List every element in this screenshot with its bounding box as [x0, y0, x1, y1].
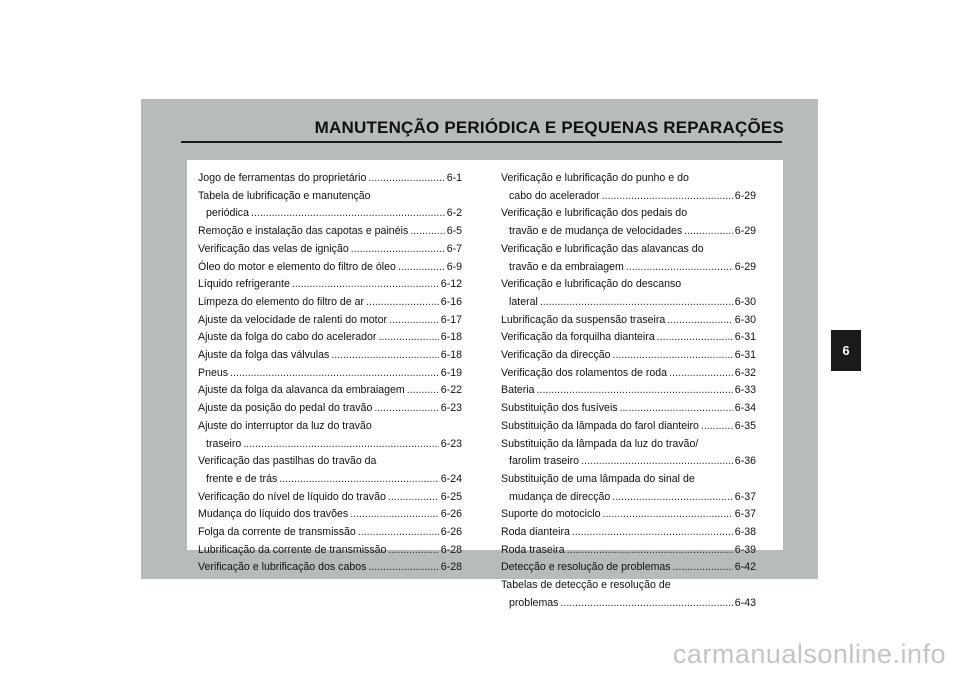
- toc-entry-title: Substituição de uma lâmpada do sinal de: [501, 472, 695, 485]
- toc-entry[interactable]: [501, 241, 756, 276]
- toc-entry[interactable]: [501, 524, 756, 542]
- watermark: carmanualsonline.info: [672, 639, 946, 669]
- toc-entry-title: Substituição dos fusíveis: [501, 402, 618, 415]
- toc-page-number: 6-17: [440, 313, 462, 326]
- dot-leader: [388, 489, 439, 507]
- toc-page-number: 6-16: [440, 295, 462, 308]
- dot-leader: [602, 188, 733, 206]
- toc-entry-title: lateral: [509, 295, 538, 308]
- dot-leader: [667, 312, 732, 330]
- toc-page-number: 6-24: [440, 472, 462, 485]
- toc-entry[interactable]: [198, 170, 462, 188]
- dot-leader: [613, 347, 733, 365]
- toc-page-number: 6-22: [440, 384, 462, 397]
- chapter-tab[interactable]: 6: [831, 330, 861, 371]
- toc-entry-title: Ajuste do interruptor da luz do travão: [198, 419, 372, 432]
- toc-entry-title: Verificação da direcção: [501, 349, 611, 362]
- toc-page-number: 6-31: [734, 349, 756, 362]
- dot-leader: [410, 223, 444, 241]
- toc-entry[interactable]: [198, 223, 462, 241]
- toc-entry-title: Óleo do motor e elemento do filtro de óleo: [198, 260, 396, 273]
- toc-entry-title: mudança de direcção: [509, 490, 611, 503]
- toc-page-number: 6-33: [734, 384, 756, 397]
- toc-entry-title: Mudança do líquido dos travões: [198, 508, 349, 521]
- toc-page-number: 6-2: [446, 207, 462, 220]
- dot-leader: [673, 559, 733, 577]
- toc-entry-title: frente e de trás: [206, 472, 278, 485]
- toc-page-number: 6-36: [734, 455, 756, 468]
- toc-page-number: 6-18: [440, 331, 462, 344]
- toc-entry[interactable]: [198, 241, 462, 259]
- dot-leader: [388, 542, 438, 560]
- toc-entry-title: Detecção e resolução de problemas: [501, 561, 671, 574]
- toc-page-number: 6-26: [440, 508, 462, 521]
- toc-entry-title: Verificação e lubrificação do descanso: [501, 278, 682, 291]
- toc-entry[interactable]: [501, 329, 756, 347]
- toc-page-number: 6-34: [734, 402, 756, 415]
- toc-page-number: 6-18: [440, 349, 462, 362]
- toc-page-number: 6-29: [734, 189, 756, 202]
- dot-leader: [657, 329, 733, 347]
- toc-entry-title: Verificação das velas de ignição: [198, 242, 349, 255]
- toc-entry-title: Folga da corrente de transmissão: [198, 526, 356, 539]
- dot-leader: [378, 329, 438, 347]
- toc-page-number: 6-30: [734, 295, 756, 308]
- dot-leader: [389, 312, 439, 330]
- toc-entry[interactable]: [198, 489, 462, 507]
- toc-entry[interactable]: [501, 436, 756, 471]
- toc-entry-title: Lubrificação da suspensão traseira: [501, 313, 666, 326]
- toc-entry[interactable]: [501, 312, 756, 330]
- toc-entry[interactable]: [501, 418, 756, 436]
- dot-leader: [572, 524, 733, 542]
- toc-page-number: 6-35: [734, 419, 756, 432]
- toc-entry[interactable]: [198, 382, 462, 400]
- toc-entry-title: Verificação e lubrificação das alavancas do: [501, 242, 704, 255]
- dot-leader: [251, 205, 445, 223]
- dot-leader: [560, 595, 732, 613]
- toc-entry[interactable]: [198, 329, 462, 347]
- toc-entry-title: Tabela de lubrificação e manutenção: [198, 189, 371, 202]
- toc-entry-title: Ajuste da folga do cabo do acelerador: [198, 331, 377, 344]
- toc-page-number: 6-43: [734, 596, 756, 609]
- toc-entry[interactable]: [501, 577, 756, 612]
- toc-entry-title: Líquido refrigerante: [198, 278, 290, 291]
- toc-entry-title: problemas: [509, 596, 559, 609]
- toc-entry-title: Suporte do motociclo: [501, 508, 601, 521]
- toc-entry-title: periódica: [206, 207, 249, 220]
- toc-entry[interactable]: [198, 559, 462, 577]
- toc-entry[interactable]: [198, 188, 462, 223]
- dot-leader: [351, 241, 445, 259]
- toc-entry-title: Ajuste da posição do pedal do travão: [198, 402, 373, 415]
- toc-entry-title: travão e da embraiagem: [509, 260, 624, 273]
- toc-page-number: 6-29: [734, 225, 756, 238]
- toc-entry-title: Verificação e lubrificação dos pedais do: [501, 207, 688, 220]
- toc-page-number: 6-7: [446, 242, 462, 255]
- toc-page-number: 6-30: [734, 313, 756, 326]
- toc-entry[interactable]: [198, 418, 462, 453]
- toc-entry-title: farolim traseiro: [509, 455, 580, 468]
- toc-panel: [187, 160, 783, 609]
- toc-page-number: 6-37: [734, 490, 756, 503]
- toc-page-number: 6-1: [446, 172, 462, 184]
- toc-entry[interactable]: [501, 382, 756, 400]
- dot-leader: [540, 294, 733, 312]
- dot-leader: [612, 489, 733, 507]
- page-title: MANUTENÇÃO PERIÓDICA E PEQUENAS REPARAÇÕES: [314, 118, 784, 137]
- toc-entry[interactable]: [198, 524, 462, 542]
- dot-leader: [537, 382, 733, 400]
- dot-leader: [358, 524, 439, 542]
- dot-leader: [701, 418, 733, 436]
- toc-entry[interactable]: [198, 294, 462, 312]
- toc-entry[interactable]: [198, 400, 462, 418]
- toc-entry[interactable]: [198, 276, 462, 294]
- toc-entry-title: Tabelas de detecção e resolução de: [501, 579, 671, 592]
- toc-entry-title: Substituição da lâmpada da luz do travão/: [501, 437, 699, 450]
- toc-page-number: 6-19: [440, 366, 462, 379]
- dot-leader: [292, 276, 439, 294]
- dot-leader: [669, 365, 733, 383]
- toc-entry-title: Limpeza do elemento do filtro de ar: [198, 295, 365, 308]
- dot-leader: [331, 347, 438, 365]
- toc-page-number: 6-42: [734, 561, 756, 574]
- toc-right-column: [501, 170, 756, 613]
- toc-entry-title: Roda dianteira: [501, 526, 570, 539]
- toc-entry[interactable]: [198, 365, 462, 383]
- dot-leader: [243, 436, 438, 454]
- toc-entry-title: Verificação do nível de líquido do travão: [198, 490, 386, 503]
- toc-entry-title: Verificação da forquilha dianteira: [501, 331, 655, 344]
- dot-leader: [350, 506, 439, 524]
- toc-entry[interactable]: [501, 542, 756, 560]
- dot-leader: [374, 400, 438, 418]
- toc-entry-title: Verificação dos rolamentos de roda: [501, 366, 668, 379]
- toc-entry[interactable]: [501, 170, 756, 205]
- toc-entry-title: traseiro: [206, 437, 242, 450]
- toc-page-number: 6-32: [734, 366, 756, 379]
- toc-entry-title: Ajuste da folga das válvulas: [198, 349, 330, 362]
- toc-entry-title: Lubrificação da corrente de transmissão: [198, 543, 387, 556]
- toc-entry[interactable]: [501, 506, 756, 524]
- toc-page-number: 6-37: [734, 508, 756, 521]
- dot-leader: [581, 453, 733, 471]
- toc-entry[interactable]: [501, 471, 756, 506]
- toc-entry-title: Verificação e lubrificação dos cabos: [198, 561, 367, 574]
- toc-entry-title: Jogo de ferramentas do proprietário: [198, 172, 367, 184]
- toc-entry-title: Verificação das pastilhas do travão da: [198, 455, 377, 468]
- dot-leader: [368, 170, 444, 188]
- toc-page-number: 6-5: [446, 225, 462, 238]
- toc-entry[interactable]: [198, 453, 462, 488]
- toc-page-number: 6-39: [734, 543, 756, 556]
- toc-page-number: 6-28: [440, 543, 462, 556]
- toc-entry-title: Pneus: [198, 366, 229, 379]
- dot-leader: [684, 223, 733, 241]
- dot-leader: [620, 400, 733, 418]
- toc-entry[interactable]: [198, 312, 462, 330]
- dot-leader: [626, 259, 733, 277]
- toc-entry[interactable]: [198, 542, 462, 560]
- toc-entry[interactable]: [501, 400, 756, 418]
- header-rule: [181, 141, 782, 143]
- toc-page-number: 6-28: [440, 561, 462, 574]
- dot-leader: [366, 294, 439, 312]
- toc-page-number: 6-31: [734, 331, 756, 344]
- toc-entry[interactable]: [198, 259, 462, 277]
- toc-entry-title: Substituição da lâmpada do farol dianteiro: [501, 419, 699, 432]
- toc-entry[interactable]: [501, 205, 756, 240]
- toc-entry-title: Roda traseira: [501, 543, 565, 556]
- toc-entry-title: Ajuste da folga da alavanca da embraiagem: [198, 384, 405, 397]
- toc-page-number: 6-38: [734, 526, 756, 539]
- toc-entry-title: cabo do acelerador: [509, 189, 600, 202]
- dot-leader: [368, 559, 438, 577]
- toc-page-number: 6-12: [440, 278, 462, 291]
- toc-entry-title: travão e de mudança de velocidades: [509, 225, 683, 238]
- dot-leader: [279, 471, 439, 489]
- toc-page-number: 6-25: [440, 490, 462, 503]
- dot-leader: [407, 382, 439, 400]
- dot-leader: [567, 542, 733, 560]
- dot-leader: [603, 506, 733, 524]
- toc-page-number: 6-26: [440, 526, 462, 539]
- toc-entry-title: Ajuste da velocidade de ralenti do motor: [198, 313, 388, 326]
- toc-page-number: 6-23: [440, 402, 462, 415]
- toc-entry[interactable]: [501, 347, 756, 365]
- toc-entry[interactable]: [198, 347, 462, 365]
- toc-page-number: 6-29: [734, 260, 756, 273]
- toc-left-column: [198, 170, 462, 577]
- toc-entry[interactable]: [501, 559, 756, 577]
- dot-leader: [398, 259, 445, 277]
- dot-leader: [230, 365, 439, 383]
- toc-page-number: 6-23: [440, 437, 462, 450]
- toc-page-number: 6-9: [446, 260, 462, 273]
- toc-entry[interactable]: [501, 276, 756, 311]
- toc-entry[interactable]: [198, 506, 462, 524]
- toc-entry[interactable]: [501, 365, 756, 383]
- toc-entry-title: Remoção e instalação das capotas e painéis: [198, 225, 409, 238]
- toc-entry-title: Bateria: [501, 384, 535, 397]
- toc-entry-title: Verificação e lubrificação do punho e do: [501, 172, 689, 184]
